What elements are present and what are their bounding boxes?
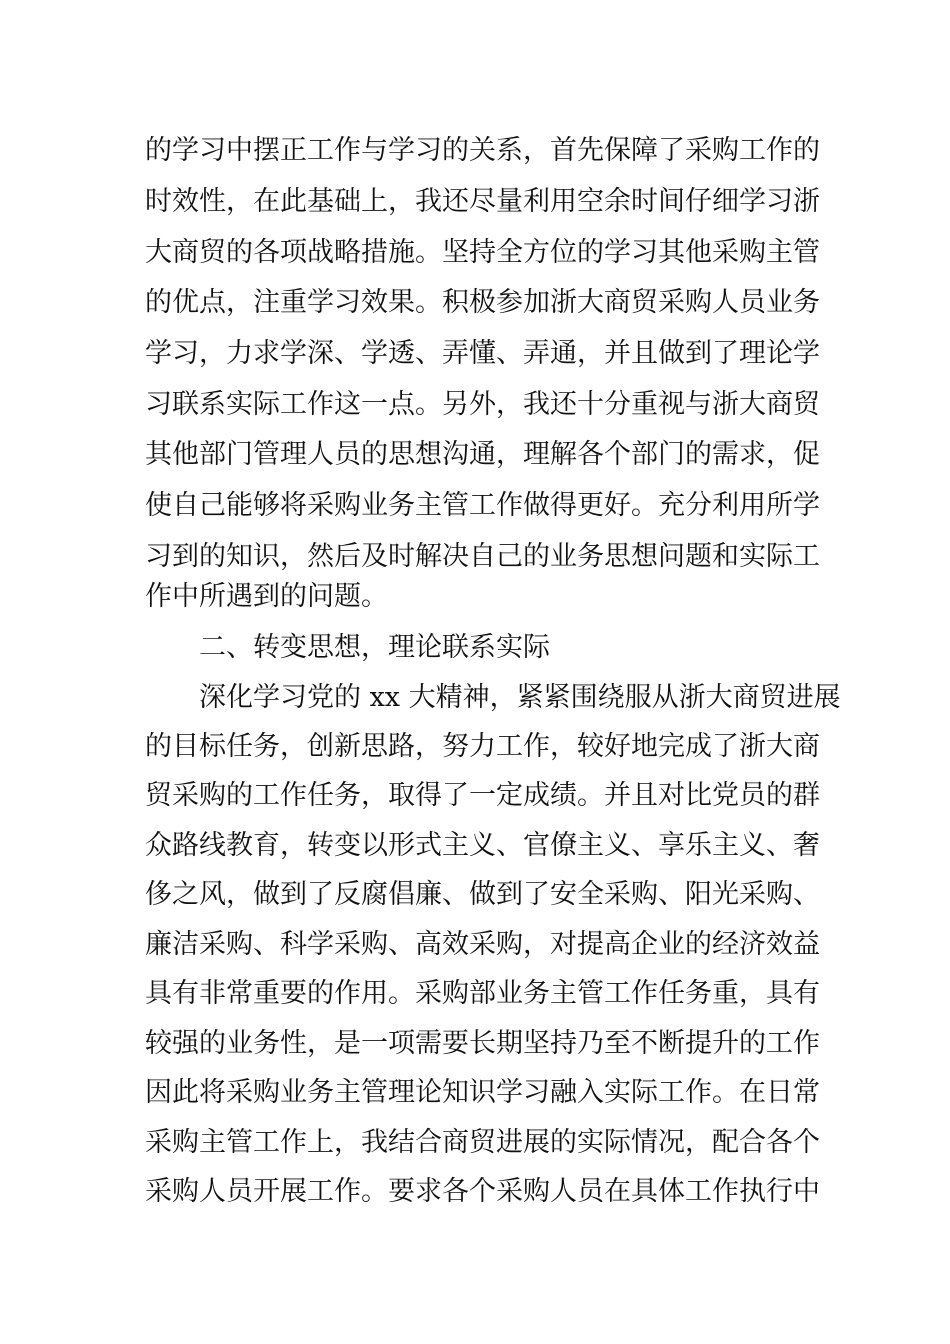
text-line: 采购主管工作上，我结合商贸进展的实际情况，配合各个 — [145, 1127, 820, 1158]
text-line: 众路线教育，转变以形式主义、官僚主义、享乐主义、奢 — [145, 830, 820, 861]
text-line: 较强的业务性，是一项需要长期坚持乃至不断提升的工作 — [145, 1028, 820, 1059]
text-line: 的目标任务，创新思路，努力工作，较好地完成了浙大商 — [145, 731, 820, 762]
text-line: 大商贸的各项战略措施。坚持全方位的学习其他采购主管 — [145, 237, 820, 268]
text-line: 学习，力求学深、学透、弄懂、弄通，并且做到了理论学 — [145, 338, 820, 369]
text-line: 廉洁采购、科学采购、高效采购，对提高企业的经济效益 — [145, 929, 820, 960]
text-line: 因此将采购业务主管理论知识学习融入实际工作。在日常 — [145, 1077, 820, 1108]
text-line: 作中所遇到的问题。 — [145, 581, 388, 612]
text-line: 具有非常重要的作用。采购部业务主管工作任务重，具有 — [145, 978, 820, 1009]
text-line: 时效性，在此基础上，我还尽量利用空余时间仔细学习浙 — [145, 186, 820, 217]
text-line: 其他部门管理人员的思想沟通，理解各个部门的需求，促 — [145, 439, 820, 470]
text-line: 侈之风，做到了反腐倡廉、做到了安全采购、阳光采购、 — [145, 879, 820, 910]
text-line: 的优点，注重学习效果。积极参加浙大商贸采购人员业务 — [145, 287, 820, 318]
text-line: 深化学习党的 xx 大精神，紧紧围绕服从浙大商贸进展 — [199, 682, 841, 713]
text-line: 采购人员开展工作。要求各个采购人员在具体工作执行中 — [145, 1176, 820, 1207]
text-line: 习到的知识，然后及时解决自己的业务思想问题和实际工 — [145, 541, 820, 572]
text-line: 的学习中摆正工作与学习的关系，首先保障了采购工作的 — [145, 135, 820, 166]
text-line: 习联系实际工作这一点。另外，我还十分重视与浙大商贸 — [145, 389, 820, 420]
text-line: 使自己能够将采购业务主管工作做得更好。充分利用所学 — [145, 490, 820, 521]
text-line: 贸采购的工作任务，取得了一定成绩。并且对比党员的群 — [145, 780, 820, 811]
section-heading: 二、转变思想，理论联系实际 — [199, 632, 550, 663]
